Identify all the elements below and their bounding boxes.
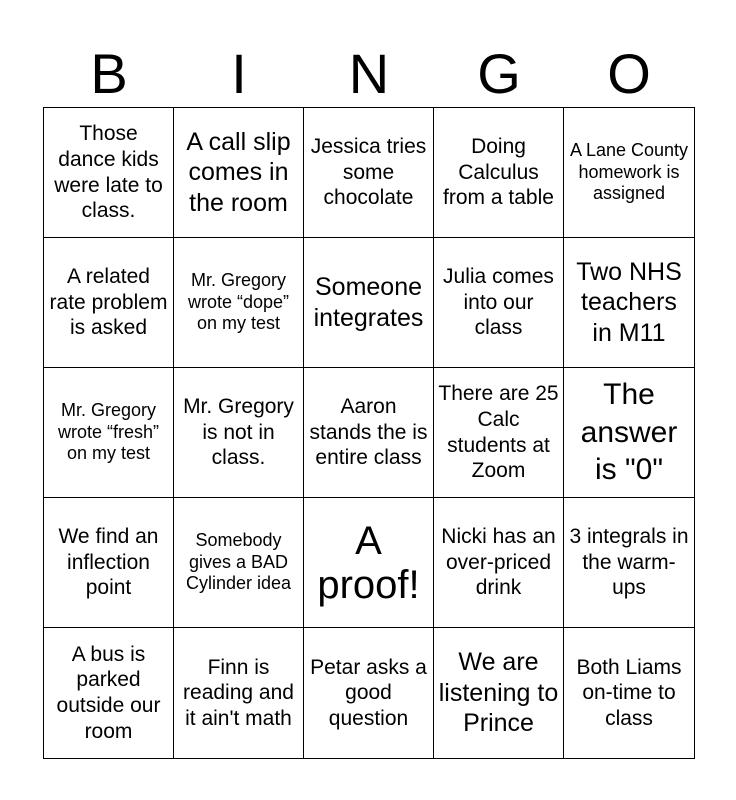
bingo-cell-o4[interactable] [564, 498, 694, 628]
cell-text: We are listening to Prince [438, 648, 559, 738]
bingo-board [43, 107, 695, 759]
bingo-cell-i5[interactable] [174, 628, 304, 758]
cell-text: Mr. Gregory wrote “fresh” on my test [57, 399, 160, 464]
cell-text: Petar asks a good question [310, 655, 427, 730]
header-letter-n: N [348, 42, 390, 105]
header-letter-i: I [231, 42, 247, 105]
bingo-cell-n1[interactable] [304, 108, 434, 238]
header-letter-g: G [477, 42, 521, 105]
bingo-cell-o3[interactable] [564, 368, 694, 498]
cell-text: Aaron stands the is entire class [309, 395, 428, 470]
bingo-cell-g2[interactable] [434, 238, 564, 368]
cell-text: Doing Calculus from a table [443, 135, 554, 210]
cell-text: Those dance kids were late to class. [54, 122, 163, 223]
bingo-cell-g3[interactable] [434, 368, 564, 498]
cell-text: Mr. Gregory is not in class. [183, 395, 294, 470]
cell-text: 3 integrals in the warm-ups [569, 525, 689, 600]
cell-text: A Lane County homework is assigned [569, 139, 689, 204]
cell-text: Nicki has an over-priced drink [441, 525, 556, 600]
bingo-cell-n4[interactable] [304, 498, 434, 628]
cell-text: A proof! [317, 518, 420, 607]
bingo-cell-i2[interactable] [174, 238, 304, 368]
bingo-cell-b2[interactable] [44, 238, 174, 368]
bingo-cell-b4[interactable] [44, 498, 174, 628]
bingo-cell-n3[interactable] [304, 368, 434, 498]
bingo-cell-g1[interactable] [434, 108, 564, 238]
bingo-cell-o2[interactable] [564, 238, 694, 368]
bingo-cell-b3[interactable] [44, 368, 174, 498]
cell-text: There are 25 Calc students at Zoom [438, 382, 559, 483]
bingo-cell-i1[interactable] [174, 108, 304, 238]
cell-text: A related rate problem is asked [49, 265, 168, 340]
header-letter-b: B [90, 42, 128, 105]
bingo-cell-i3[interactable] [174, 368, 304, 498]
cell-text: Finn is reading and it ain't math [183, 655, 294, 730]
bingo-cell-n2[interactable] [304, 238, 434, 368]
cell-text: Julia comes into our class [443, 265, 554, 340]
cell-text: A call slip comes in the room [186, 127, 291, 217]
bingo-cell-b1[interactable] [44, 108, 174, 238]
cell-text: Two NHS teachers in M11 [576, 257, 682, 347]
bingo-header [44, 40, 694, 108]
bingo-cell-b5[interactable] [44, 628, 174, 758]
header-letter-o: O [607, 42, 651, 105]
cell-text: Someone integrates [313, 273, 424, 332]
bingo-cell-g5[interactable] [434, 628, 564, 758]
cell-text: Somebody gives a BAD Cylinder idea [185, 529, 292, 594]
bingo-cell-i4[interactable] [174, 498, 304, 628]
bingo-cell-n5[interactable] [304, 628, 434, 758]
cell-text: The answer is "0" [580, 378, 678, 487]
cell-text: Jessica tries some chocolate [310, 135, 427, 210]
cell-text: Mr. Gregory wrote “dope” on my test [187, 269, 290, 334]
bingo-cell-g4[interactable] [434, 498, 564, 628]
cell-text: Both Liams on-time to class [576, 655, 682, 730]
bingo-cell-o1[interactable] [564, 108, 694, 238]
cell-text: We find an inflection point [58, 525, 159, 600]
bingo-cell-o5[interactable] [564, 628, 694, 758]
cell-text: A bus is parked outside our room [56, 642, 161, 743]
